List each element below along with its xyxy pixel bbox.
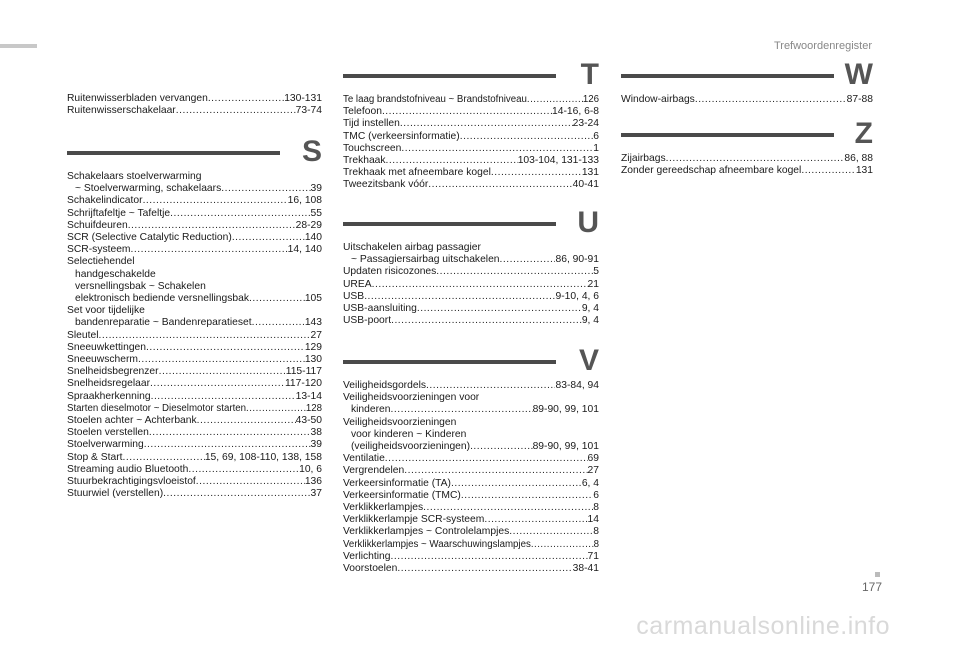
index-entry: Vergrendelen ..... 27	[343, 465, 599, 477]
index-section-s	[67, 137, 322, 500]
index-entry: Snelheidsbegrenzer ..... 115-117	[67, 366, 322, 378]
index-entry: Window-airbags ..... 87-88	[621, 94, 873, 106]
section-header	[621, 60, 873, 94]
index-line: Veiligheidsvoorzieningen voor	[343, 392, 480, 404]
index-entry: Stuurbekrachtigingsvloeistof ..... 136	[67, 476, 322, 488]
section-header	[343, 60, 599, 94]
watermark-text: carmanualsonline.info	[636, 612, 890, 640]
index-entry: bandenreparatie ~ Bandenreparatieset ..... 143	[67, 317, 322, 329]
index-line: versnellingsbak ~ Schakelen	[75, 280, 206, 292]
index-entry: ~ Passagiersairbag uitschakelen ..... 86, 90-91	[343, 254, 599, 266]
index-entry: Trekhaak ..... 103-104, 131-133	[343, 155, 599, 167]
page-header-title: Trefwoordenregister	[773, 40, 872, 52]
index-entry: Ventilatie ..... 69	[343, 453, 599, 465]
index-entry: SCR-systeem ..... 14, 140	[67, 244, 322, 256]
index-entry: elektronisch bediende versnellingsbak ..... 105	[67, 293, 322, 305]
index-entry: Telefoon ..... 14-16, 6-8	[343, 106, 599, 118]
index-entry: Te laag brandstofniveau ~ Brandstofniveau ..... 126	[343, 94, 599, 106]
index-line: Schakelaars stoelverwarming	[67, 171, 202, 182]
index-entry: Snelheidsregelaar ..... 117-120	[67, 378, 322, 390]
index-entry: Touchscreen ..... 1	[343, 143, 599, 155]
index-entry: Verklikkerlampjes ~ Controlelampjes ..... 8	[343, 526, 599, 538]
section-rule	[67, 151, 280, 155]
index-entry: Zonder gereedschap afneembare kogel ..... 131	[621, 165, 873, 177]
index-section-v	[343, 346, 599, 575]
index-entry: Schakelindicator ..... 16, 108	[67, 195, 322, 207]
index-line: voor kinderen ~ Kinderen	[351, 428, 467, 440]
index-entry: Sneeuwkettingen ..... 129	[67, 342, 322, 354]
section-header	[343, 346, 599, 380]
index-entry: Verkeersinformatie (TA) ..... 6, 4	[343, 478, 599, 490]
top-bar-mark	[0, 44, 37, 48]
section-letter: W	[844, 58, 873, 91]
index-entry: Sleutel ..... 27	[67, 330, 322, 342]
section-rule	[343, 360, 556, 364]
section-letter: U	[577, 206, 599, 239]
index-entry: Stop & Start ..... 15, 69, 108-110, 138, 158	[67, 452, 322, 464]
index-entry: Updaten risicozones ..... 5	[343, 266, 599, 278]
index-entry: Tweezitsbank vóór ..... 40-41	[343, 179, 599, 191]
index-continuation-r	[67, 93, 322, 117]
index-entry: Tijd instellen ..... 23-24	[343, 118, 599, 130]
section-header	[67, 137, 322, 171]
index-entry: Schrijftafeltje ~ Tafeltje ..... 55	[67, 208, 322, 220]
index-entry: USB-poort ..... 9, 4	[343, 315, 599, 327]
index-entry: Voorstoelen ..... 38-41	[343, 563, 599, 575]
index-entry: Verklikkerlampje SCR-systeem ..... 14	[343, 514, 599, 526]
index-entry: Verklikkerlampjes ~ Waarschuwingslampjes ..... 8	[343, 539, 599, 551]
index-line: Uitschakelen airbag passagier	[343, 242, 481, 253]
index-entry: Verkeersinformatie (TMC) ..... 6	[343, 490, 599, 502]
page-number: 177	[861, 580, 882, 594]
section-header	[621, 119, 873, 153]
index-entry: Ruitenwisserschakelaar ..... 73-74	[67, 105, 322, 117]
index-entry: Stoelverwarming ..... 39	[67, 439, 322, 451]
index-entry: UREA ..... 21	[343, 279, 599, 291]
index-entry: Starten dieselmotor ~ Dieselmotor starten ..... 128	[67, 403, 322, 415]
index-entry: Zijairbags ..... 86, 88	[621, 153, 873, 165]
index-entry: (veiligheidsvoorzieningen) ..... 89-90, 99, 101	[343, 441, 599, 453]
index-entry: Ruitenwisserbladen vervangen ..... 130-131	[67, 93, 322, 105]
index-entry: TMC (verkeersinformatie) ..... 6	[343, 131, 599, 143]
corner-marker	[875, 572, 880, 577]
index-entry: kinderen ..... 89-90, 99, 101	[343, 404, 599, 416]
index-entry: SCR (Selective Catalytic Reduction) ..... 140	[67, 232, 322, 244]
index-entry: Stoelen verstellen ..... 38	[67, 427, 322, 439]
section-letter: V	[578, 344, 599, 377]
section-rule	[343, 222, 556, 226]
section-header	[343, 208, 599, 242]
index-section-z	[621, 119, 873, 177]
index-entry: Verlichting ..... 71	[343, 551, 599, 563]
section-rule	[621, 133, 834, 137]
index-entry: Trekhaak met afneembare kogel ..... 131	[343, 167, 599, 179]
section-letter: S	[301, 135, 322, 168]
index-section-t	[343, 60, 599, 192]
index-line: handgeschakelde	[75, 268, 156, 280]
section-letter: T	[580, 58, 599, 91]
index-entry: Streaming audio Bluetooth ..... 10, 6	[67, 464, 322, 476]
index-section-w	[621, 60, 873, 106]
section-rule	[621, 74, 834, 78]
index-entry: Sneeuwscherm ..... 130	[67, 354, 322, 366]
index-entry: Schuifdeuren ..... 28-29	[67, 220, 322, 232]
index-entry: ~ Stoelverwarming, schakelaars ..... 39	[67, 183, 322, 195]
index-entry: Stuurwiel (verstellen) ..... 37	[67, 488, 322, 500]
index-entry: Verklikkerlampjes ..... 8	[343, 502, 599, 514]
index-entry: Spraakherkenning ..... 13-14	[67, 391, 322, 403]
index-entry: USB-aansluiting ..... 9, 4	[343, 303, 599, 315]
index-entry: Veiligheidsgordels ..... 83-84, 94	[343, 380, 599, 392]
index-line: Veiligheidsvoorzieningen	[343, 416, 457, 428]
index-line: Set voor tijdelijke	[67, 305, 145, 317]
index-entry: Stoelen achter ~ Achterbank ..... 43-50	[67, 415, 322, 427]
index-line: Selectiehendel	[67, 256, 135, 268]
index-entry: USB ..... 9-10, 4, 6	[343, 291, 599, 303]
section-rule	[343, 74, 556, 78]
index-section-u	[343, 208, 599, 327]
section-letter: Z	[854, 117, 873, 150]
